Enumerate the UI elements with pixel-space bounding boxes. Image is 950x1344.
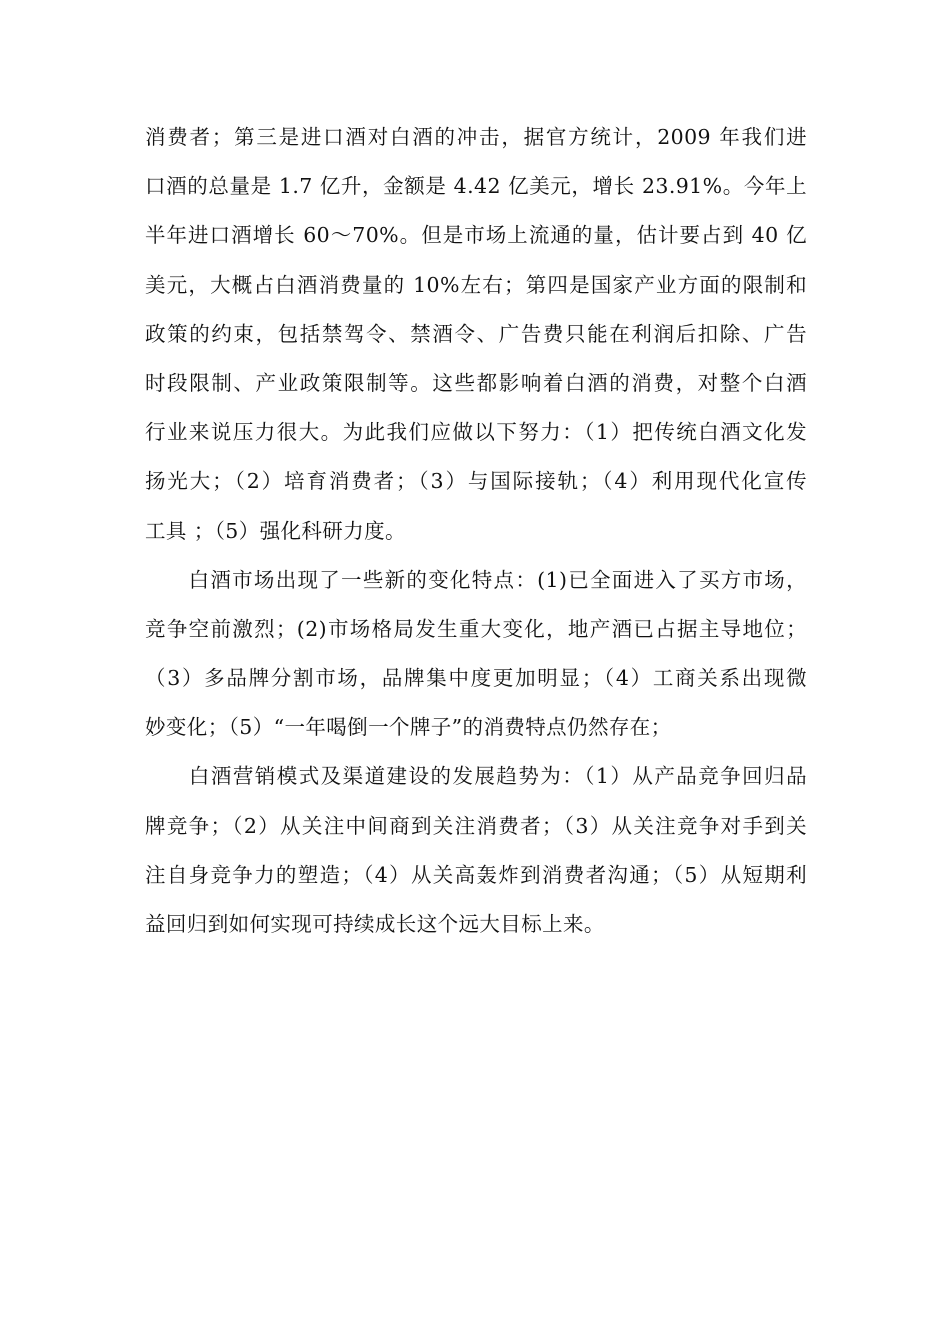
text-line: 工具 ；（5）强化科研力度。 <box>145 518 406 543</box>
text-line: 行业来说压力很大。为此我们应做以下努力：（1）把传统白酒文化发 <box>145 420 807 445</box>
text-line: （3）多品牌分割市场，品牌集中度更加明显；（4）工商关系出现微 <box>145 666 807 691</box>
text-line: 竞争空前激烈；(2)市场格局发生重大变化，地产酒已占据主导地位； <box>145 616 807 641</box>
text-line: 白酒市场出现了一些新的变化特点：(1)已全面进入了买方市场， <box>145 567 807 592</box>
text-line: 益回归到如何实现可持续成长这个远大目标上来。 <box>145 912 605 936</box>
text-line: 牌竞争；（2）从关注中间商到关注消费者；（3）从关注竞争对手到关 <box>145 813 807 838</box>
paragraph-market-changes <box>145 556 807 753</box>
text-line: 半年进口酒增长 60～70%。但是市场上流通的量，估计要占到 40 亿 <box>145 223 807 248</box>
paragraph-marketing-trends <box>145 752 807 949</box>
document-body <box>145 113 807 949</box>
text-line: 口酒的总量是 1.7 亿升，金额是 4.42 亿美元，增长 23.91%。今年上 <box>145 174 807 199</box>
text-line: 消费者；第三是进口酒对白酒的冲击，据官方统计，2009 年我们进 <box>145 125 807 149</box>
text-line: 美元，大概占白酒消费量的 10%左右；第四是国家产业方面的限制和 <box>145 272 807 297</box>
text-line: 扬光大；（2）培育消费者；（3）与国际接轨；（4）利用现代化宣传 <box>145 469 807 494</box>
text-line: 注自身竞争力的塑造；（4）从关高轰炸到消费者沟通；（5）从短期利 <box>145 862 807 887</box>
text-line: 白酒营销模式及渠道建设的发展趋势为：（1）从产品竞争回归品 <box>145 764 807 789</box>
text-line: 妙变化；（5）“一年喝倒一个牌子”的消费特点仍然存在； <box>145 715 672 740</box>
text-line: 时段限制、产业政策限制等。这些都影响着白酒的消费，对整个白酒 <box>145 370 807 395</box>
paragraph-import-wine-impact <box>145 113 807 556</box>
text-line: 政策的约束，包括禁驾令、禁酒令、广告费只能在利润后扣除、广告 <box>145 321 807 346</box>
